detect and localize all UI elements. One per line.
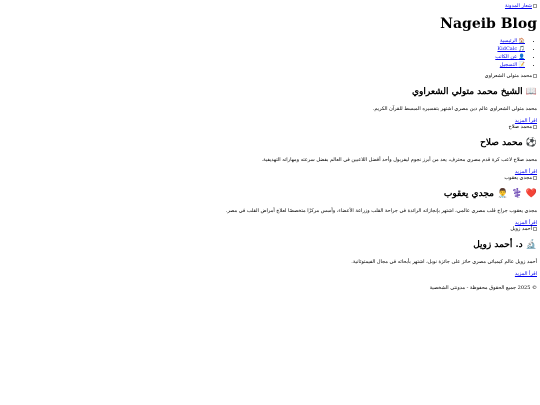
read-more-link[interactable]: اقرأ المزيد [514, 169, 537, 175]
image-alt-text: محمد متولي الشعراوي [484, 73, 532, 79]
page [3, 3, 537, 291]
nav-item-register [3, 61, 525, 69]
article-title-text: محمد صلاح [480, 138, 523, 148]
read-more-link[interactable]: اقرأ المزيد [514, 118, 537, 124]
article-title [3, 137, 537, 149]
soccer-ball-icon: ⚽ [525, 138, 537, 148]
microscope-icon: 🔬 [525, 240, 537, 250]
broken-image-icon [533, 125, 537, 129]
copyright-text: © 2025 جميع الحقوق محفوظة - مدونتي الشخصية [429, 285, 537, 291]
nav-link-home[interactable] [500, 38, 525, 44]
article-title [3, 86, 537, 98]
article-excerpt: محمد متولي الشعراوي عالم دين مصري اشتهر بتفسيره المبسط للقرآن الكريم. [372, 106, 537, 112]
article-image [509, 124, 537, 130]
nav-label: الرئيسية [499, 38, 518, 44]
image-alt-text: أحمد زويل [510, 226, 532, 232]
article-title [3, 239, 537, 251]
articles [3, 69, 537, 277]
nav-item-kidcalc [3, 45, 525, 53]
article-shaarawy [3, 69, 537, 124]
article-excerpt: أحمد زويل عالم كيميائي مصري حائز على جائزة نوبل، اشتهر بأبحاثه في مجال الفيمتوثانية. [351, 259, 537, 265]
heart-medical-icon: ❤️ ⚕️ 👨‍⚕️ [497, 189, 537, 199]
nav-label: التسجيل [499, 62, 518, 68]
broken-image-icon [533, 4, 537, 8]
home-icon: 🏠 [518, 38, 525, 44]
article-salah [3, 124, 537, 175]
image-alt-text: مجدي يعقوب [504, 175, 532, 181]
article-excerpt: مجدي يعقوب جراح قلب مصري عالمي، اشتهر بإنجازاته الرائدة في جراحة القلب وزراعة الأعضاء، وأسس مركزًا متخصصًا لعلاج أمراض القلب في مصر. [225, 208, 537, 214]
broken-image-icon [533, 176, 537, 180]
nav-item-home [3, 37, 525, 45]
article-image [485, 73, 537, 79]
logo-alt-text: شعار المدونة [504, 3, 532, 9]
site-footer [3, 285, 537, 291]
read-more-link[interactable]: اقرأ المزيد [514, 220, 537, 226]
article-yacoub [3, 175, 537, 226]
image-alt-text: محمد صلاح [508, 124, 532, 130]
nav-label: KidCalc [497, 46, 518, 52]
article-title [3, 188, 537, 200]
site-title: Nageib Blog [440, 16, 537, 32]
article-title-text: مجدي يعقوب [443, 189, 494, 199]
article-excerpt: محمد صلاح لاعب كرة قدم مصري محترف، يعد من أبرز نجوم ليفربول وأحد أفضل اللاعبين في العالم بفضل سرعته ومهاراته التهديفية. [261, 157, 537, 163]
article-image [510, 226, 537, 232]
memo-icon: 📝 [518, 62, 525, 68]
nav-link-register[interactable] [500, 62, 525, 68]
broken-image-icon [533, 74, 537, 78]
nav-label: عن الكاتب [495, 54, 518, 60]
broken-image-icon [533, 227, 537, 231]
nav-link-about[interactable] [495, 54, 525, 60]
article-title-text: د. أحمد زويل [473, 240, 523, 250]
read-more-link[interactable]: اقرأ المزيد [514, 271, 537, 277]
nav-item-about [3, 53, 525, 61]
book-icon: 📖 [525, 87, 537, 97]
article-title-text: الشيخ محمد متولي الشعراوي [411, 87, 523, 97]
site-header [3, 3, 537, 69]
article-image [504, 175, 537, 181]
nav-link-kidcalc[interactable] [497, 46, 525, 52]
music-note-icon: 🎵 [518, 46, 525, 52]
user-icon: 👤 [518, 54, 525, 60]
logo-link[interactable] [505, 3, 537, 9]
article-zewail [3, 226, 537, 277]
main-nav [3, 37, 537, 69]
